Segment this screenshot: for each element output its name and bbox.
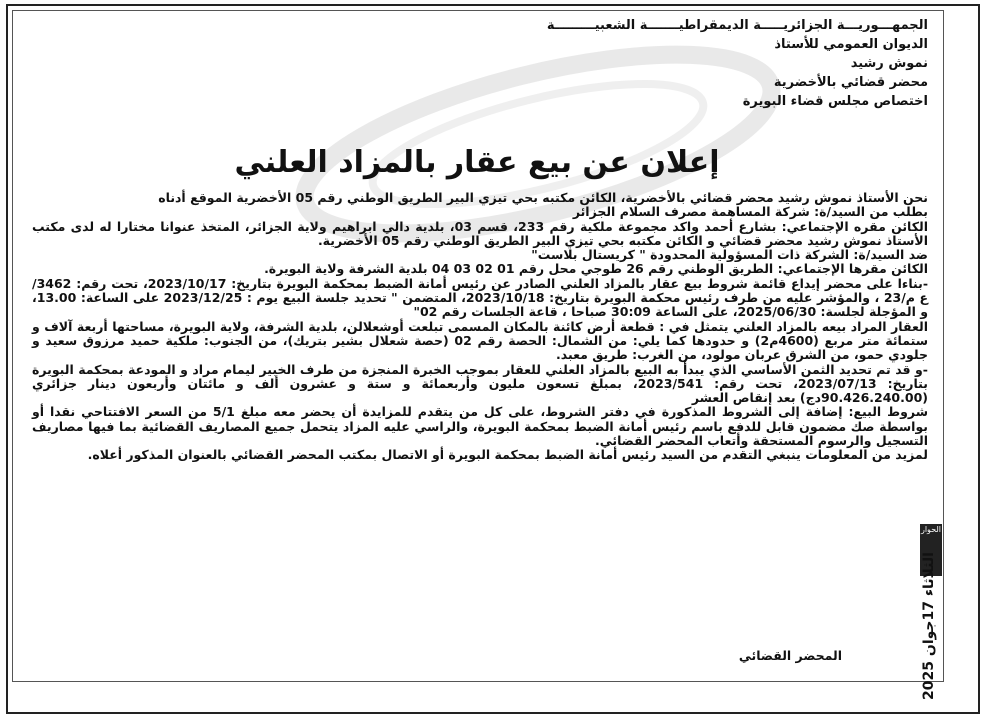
paragraph-base-price: -و قد تم تحديد الثمن الأساسي الذي يبدأ به البيع بالمزاد العلني للعقار بموجب الخبرة المنجزة من طرف الخبير ليمام مراد و المودعة بمحكمة البويرة بتاريخ: 2023/07/13، تحت رقم: 2023/541، بمبلغ تسعون مليون وأربعمائة و ستة و عشرون ألف و مائتان وأربعون دينار جزائري (90.426.240.00دج) بعد إنقاص العشر (32, 361, 928, 406)
signature: المحضر القضائي (738, 648, 842, 663)
header-jurisdiction: اختصاص مجلس قضاء البويرة (742, 94, 928, 109)
header-bailiff-office: الديوان العمومي للأستاذ (774, 37, 928, 52)
paragraph-deposit-record: -بناءا على محضر إيداع قائمة شروط بيع عقار بالمزاد العلني الصادر عن رئيس أمانة الضبط بمحكمة البويرة بتاريخ: 2023/10/17، تحت رقم: 3462/ ع م/23 ، والمؤشر عليه من طرف رئيس محكمة البويرة بتاريخ: 2023/10/18، المتضمن " تحديد جلسة البيع يوم : 2023/12/25 على الساعة: 13.00، و المؤجلة لجلسة: 2025/06/30، على الساعة 30:09 صباحا ، قاعة الجلسات رقم 02" (32, 275, 929, 320)
paragraph-defendant-address: الكائن مقرها الإجتماعي: الطريق الوطني رقم 26 طوجي محل رقم 01 02 03 04 بلدية الشرفة ولاية البويرة. (264, 261, 928, 277)
newspaper-logo-text: الحوار (920, 525, 942, 534)
announcement-body (32, 191, 928, 463)
header-bailiff-title: محضر قضائي بالأخضرية (773, 75, 928, 90)
paragraph-more-info: لمزيد من المعلومات ينبغي التقدم من السيد رئيس أمانة الضبط بمحكمة البويرة أو الاتصال بمكتب المحضر القضائي بالعنوان المذكور أعلاه. (87, 447, 928, 463)
publication-strip (919, 510, 943, 700)
header-bailiff-name: نموش رشيد (850, 56, 928, 71)
announcement-title: إعلان عن بيع عقار بالمزاد العلني (234, 145, 720, 180)
paragraph-property: العقار المراد بيعه بالمزاد العلني يتمثل في : قطعة أرض كائنة بالمكان المسمى تبلعت أوشعلالن، بلدية الشرفة، ولاية البويرة، مساحتها أربعة آلاف و ستمائة متر مربع (4600م2) و حدودها كما يلي: من الشمال: الحصة رقم 02 (حصة شعلال بشير بتريك)، من الجنوب: ملكية حميد مرزوق سعيد و جلودي حمو، من الشرق عربان مولود، من الغرب: طريق معبد. (32, 318, 928, 363)
paragraph-intro: نحن الأستاذ نموش رشيد محضر قضائي بالأخضرية، الكائن مكتبه بحي تيزي البير الطريق الوطني رقم 05 الأخضرية الموقع أدناه (158, 190, 928, 205)
paragraph-defendant: ضد السيد/ة: الشركة ذات المسؤولية المحدودة " كريستال بلاست" (531, 247, 928, 263)
publication-date: الثلاثاء 17جوان 2025 (921, 552, 937, 700)
paragraph-requester-address: الكائن مقره الإجتماعي: بشارع أحمد واكد مجموعة ملكية رقم 233، قسم 03، بلدية دالي ابراهيم ولاية الجزائر، المتخذ عنوانا مختارا له لدى مكتب الأستاذ نموش رشيد محضر قضائي و الكائن مكتبه بحي تيزي البير الطريق الوطني رقم 05 الأخضرية. (32, 218, 928, 248)
header-republic: الجمهـــوريـــة الجزائريـــــة الديمقراطيـــــــة الشعبيـــــــــة (546, 18, 928, 33)
paragraph-sale-conditions: شروط البيع: إضافة إلى الشروط المذكورة في دفتر الشروط، على كل من يتقدم للمزايدة أن يحضر معه مبلغ 5/1 من السعر الافتتاحي نقدا أو بواسطة صك مضمون قابل للدفع باسم رئيس أمانة الضبط بمحكمة البويرة، والراسي عليه المزاد يتحمل جميع المصاريف القضائية بما فيها مصاريف التسجيل والرسوم المستحقة وأتعاب المحضر القضائي. (32, 404, 929, 449)
announcement-document (18, 14, 936, 674)
paragraph-requester: بطلب من السيد/ة: شركة المساهمة مصرف السلام الجزائر (572, 204, 928, 220)
